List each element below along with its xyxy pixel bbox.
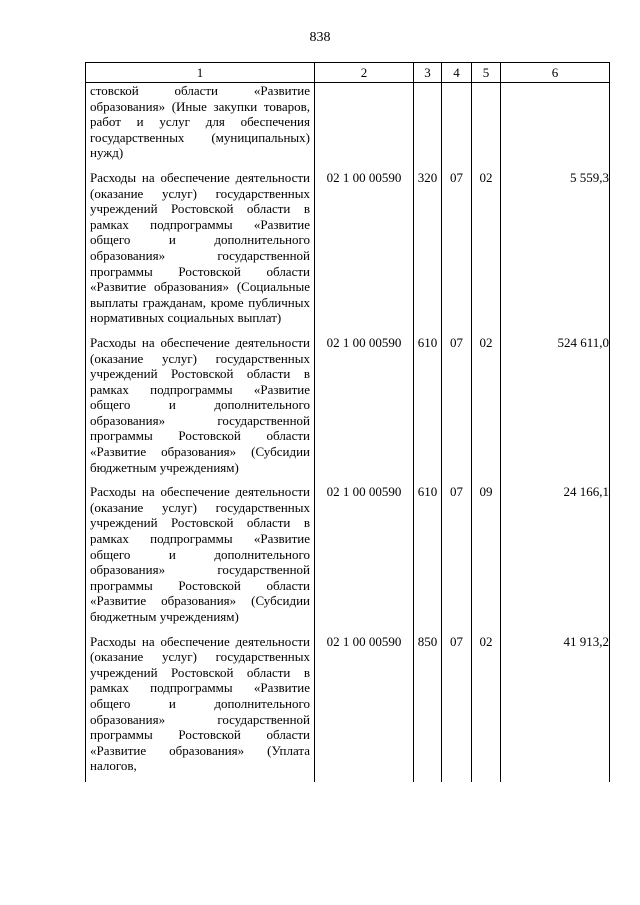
header-col-5: 5 xyxy=(472,63,501,83)
header-col-3: 3 xyxy=(414,63,442,83)
row-pr: 02 xyxy=(472,334,501,483)
row-rz: 07 xyxy=(442,169,472,334)
table-row xyxy=(86,334,610,483)
row-rz: 07 xyxy=(442,334,472,483)
row-sum: 524 611,0 xyxy=(501,334,610,483)
header-col-6: 6 xyxy=(501,63,610,83)
page-number: 838 xyxy=(309,30,331,45)
row-code xyxy=(315,83,414,169)
row-pr: 02 xyxy=(472,633,501,782)
table-row-continuation xyxy=(86,83,610,169)
table-row xyxy=(86,633,610,782)
row-description xyxy=(86,633,315,782)
row-code: 02 1 00 00590 xyxy=(315,633,414,782)
row-sum: 24 166,1 xyxy=(501,483,610,632)
row-description-text: стовской области «Развитие образования» (Иные закупки товаров, работ и услуг для обеспечения государственных (муниципальных) нужд) xyxy=(90,83,310,161)
table-header-row xyxy=(86,63,610,83)
row-rz: 07 xyxy=(442,483,472,632)
row-description xyxy=(86,334,315,483)
row-description xyxy=(86,483,315,632)
budget-table xyxy=(85,62,610,782)
row-sum: 5 559,3 xyxy=(501,169,610,334)
row-vr: 850 xyxy=(414,633,442,782)
header-col-4: 4 xyxy=(442,63,472,83)
row-vr: 610 xyxy=(414,483,442,632)
row-rz xyxy=(442,83,472,169)
row-description-text: Расходы на обеспечение деятельности (оказание услуг) государственных учреждений Ростовской области в рамках подпрограммы «Развитие общего и дополнительного образования» государственной программы Ростовской области «Развитие образования» (Уплата налогов, xyxy=(90,633,310,774)
table-row xyxy=(86,483,610,632)
row-code: 02 1 00 00590 xyxy=(315,483,414,632)
row-description xyxy=(86,169,315,334)
row-pr xyxy=(472,83,501,169)
row-vr: 610 xyxy=(414,334,442,483)
row-pr: 02 xyxy=(472,169,501,334)
row-description xyxy=(86,83,315,169)
row-sum xyxy=(501,83,610,169)
header-col-1: 1 xyxy=(86,63,315,83)
row-description-text: Расходы на обеспечение деятельности (оказание услуг) государственных учреждений Ростовской области в рамках подпрограммы «Развитие общего и дополнительного образования» государственной программы Ростовской области «Развитие образования» (Субсидии бюджетным учреждениям) xyxy=(90,484,310,624)
row-sum: 41 913,2 xyxy=(501,633,610,782)
row-vr xyxy=(414,83,442,169)
header-col-2: 2 xyxy=(315,63,414,83)
row-vr: 320 xyxy=(414,169,442,334)
row-description-text: Расходы на обеспечение деятельности (оказание услуг) государственных учреждений Ростовской области в рамках подпрограммы «Развитие общего и дополнительного образования» государственной программы Ростовской области «Развитие образования» (Субсидии бюджетным учреждениям) xyxy=(90,334,310,475)
row-pr: 09 xyxy=(472,483,501,632)
row-code: 02 1 00 00590 xyxy=(315,169,414,334)
table-row xyxy=(86,169,610,334)
row-rz: 07 xyxy=(442,633,472,782)
row-code: 02 1 00 00590 xyxy=(315,334,414,483)
row-description-text: Расходы на обеспечение деятельности (оказание услуг) государственных учреждений Ростовской области в рамках подпрограммы «Развитие общего и дополнительного образования» государственной программы Ростовской области «Развитие образования» (Социальные выплаты гражданам, кроме публичных нормативных социальных выплат) xyxy=(90,169,310,326)
